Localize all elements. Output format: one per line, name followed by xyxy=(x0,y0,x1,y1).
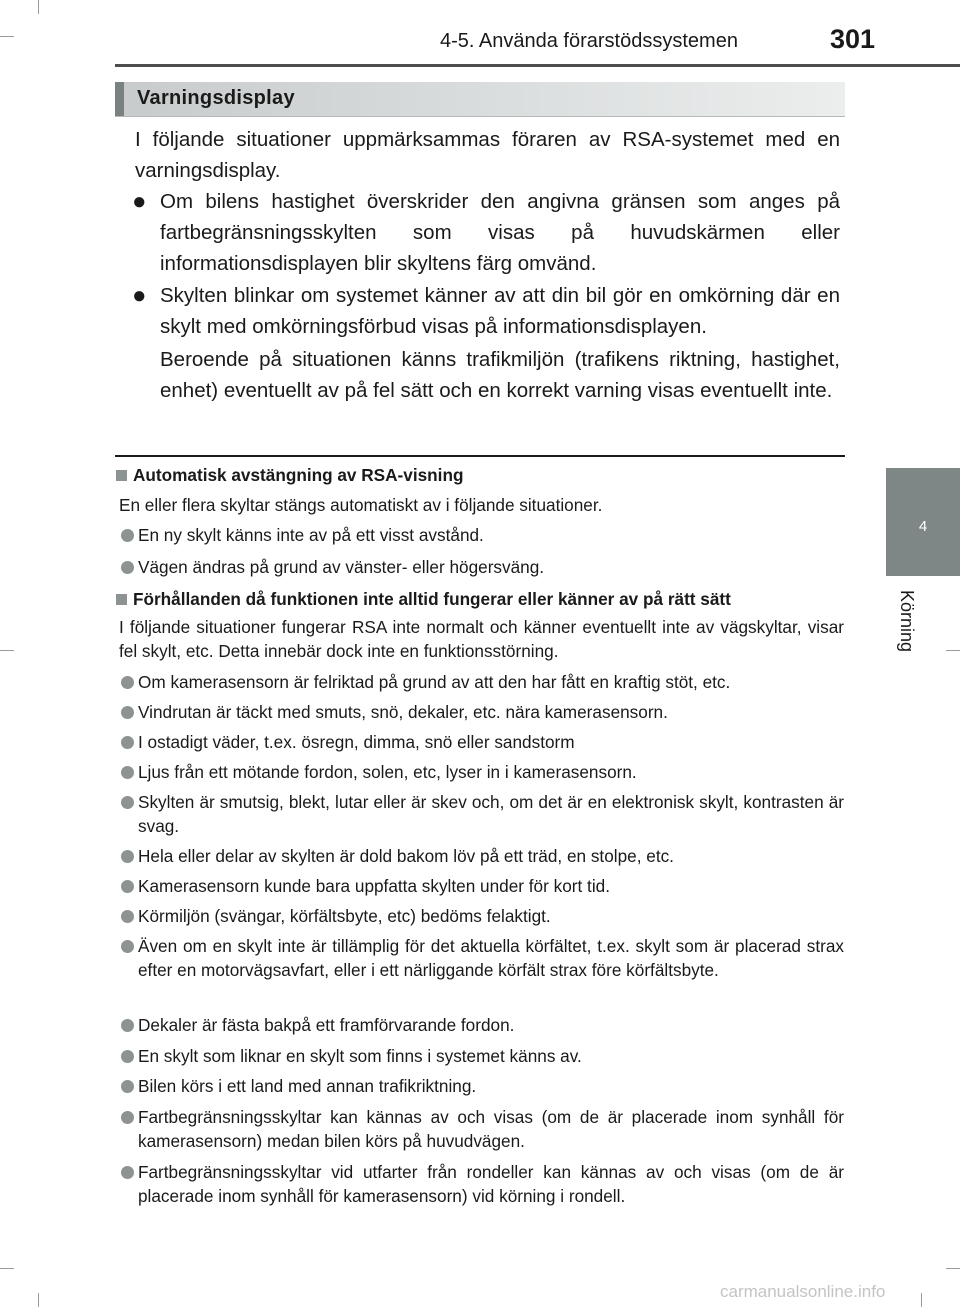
list-item: Kamerasensorn kunde bara uppfatta skylten under för kort tid. xyxy=(138,876,610,896)
bullet-dot-icon xyxy=(121,676,134,689)
bullet-dot-icon xyxy=(121,1019,134,1032)
bullet-dot-icon xyxy=(121,850,134,863)
bullet-dot-icon xyxy=(121,529,134,542)
list-item: Skylten är smutsig, blekt, lutar eller är skev och, om det är en elektronisk skylt, kontrasten är svag. xyxy=(138,792,844,836)
list-item: Om kamerasensorn är felriktad på grund av att den har fått en kraftig stöt, etc. xyxy=(138,672,731,692)
crop-mark xyxy=(0,1268,14,1269)
bullet-dot-icon xyxy=(121,910,134,923)
list-item: Fartbegränsningsskyltar kan kännas av och visas (om de är placerade inom synhåll för kamerasensorn) medan bilen körs på huvudvägen. xyxy=(138,1107,844,1151)
bullet-icon: ● xyxy=(132,282,147,309)
note-paragraph: Beroende på situationen känns trafikmiljön (trafikens riktning, hastighet, enhet) eventuellt av på fel sätt och en korrekt varning visas eventuellt inte. xyxy=(160,348,840,402)
bullet-dot-icon xyxy=(121,1050,134,1063)
crop-mark xyxy=(38,1293,39,1307)
list-item: Vägen ändras på grund av vänster- eller högersväng. xyxy=(138,557,545,577)
bullet-dot-icon xyxy=(121,1080,134,1093)
crop-mark xyxy=(921,1293,922,1307)
bullet-icon: ● xyxy=(132,188,147,215)
bullet-dot-icon xyxy=(121,736,134,749)
main-bullet-text: Om bilens hastighet överskrider den angivna gränsen som anges på fartbegränsningsskylten som visas på huvudskärmen eller informationsdisplayen blir skyltens färg omvänd. xyxy=(160,190,840,275)
bullet-dot-icon xyxy=(121,561,134,574)
intro-paragraph: I följande situationer uppmärksammas föraren av RSA-systemet med en varningsdisplay. xyxy=(135,128,840,182)
list-item: Fartbegränsningsskyltar vid utfarter från rondeller kan kännas av och visas (om de är placerade inom synhåll för kamerasensorn) vid körning i rondell. xyxy=(138,1162,844,1206)
section-title: Varningsdisplay xyxy=(137,87,295,109)
chapter-label: Körning xyxy=(897,590,917,653)
crop-mark xyxy=(38,0,39,14)
square-bullet-icon xyxy=(116,470,127,481)
section-header: 4-5. Använda förarstödssystemen xyxy=(440,30,738,52)
auto-off-heading: Automatisk avstängning av RSA-visning xyxy=(133,465,464,485)
bullet-dot-icon xyxy=(121,1111,134,1124)
list-item: En ny skylt känns inte av på ett visst avstånd. xyxy=(138,525,484,545)
square-bullet-icon xyxy=(116,594,127,605)
section-divider xyxy=(115,455,845,457)
chapter-number: 4 xyxy=(918,518,928,535)
section-title-bar xyxy=(115,82,845,117)
list-item: Vindrutan är täckt med smuts, snö, dekaler, etc. nära kamerasensorn. xyxy=(138,702,668,722)
bullet-dot-icon xyxy=(121,1166,134,1179)
list-item: Bilen körs i ett land med annan trafikriktning. xyxy=(138,1076,477,1096)
bullet-dot-icon xyxy=(121,796,134,809)
bullet-dot-icon xyxy=(121,766,134,779)
list-item: Dekaler är fästa bakpå ett framförvarande fordon. xyxy=(138,1015,515,1035)
bullet-dot-icon xyxy=(121,880,134,893)
bullet-dot-icon xyxy=(121,706,134,719)
main-bullet-text: Skylten blinkar om systemet känner av att din bil gör en omkörning där en skylt med omkörningsförbud visas på informationsdisplayen. xyxy=(160,284,840,338)
list-item: Ljus från ett mötande fordon, solen, etc, lyser in i kamerasensorn. xyxy=(138,762,637,782)
list-item: En skylt som liknar en skylt som finns i systemet känns av. xyxy=(138,1046,582,1066)
crop-mark xyxy=(946,1268,960,1269)
list-item: Körmiljön (svängar, körfältsbyte, etc) bedöms felaktigt. xyxy=(138,906,551,926)
crop-mark xyxy=(946,650,960,651)
header-rule xyxy=(115,64,960,67)
watermark: carmanualsonline.info xyxy=(720,1282,886,1301)
crop-mark xyxy=(0,650,14,651)
auto-off-intro: En eller flera skyltar stängs automatiskt av i följande situationer. xyxy=(119,495,603,515)
bullet-dot-icon xyxy=(121,940,134,953)
list-item: Hela eller delar av skylten är dold bakom löv på ett träd, en stolpe, etc. xyxy=(138,846,674,866)
conditions-heading: Förhållanden då funktionen inte alltid fungerar eller känner av på rätt sätt xyxy=(133,589,731,609)
list-item: I ostadigt väder, t.ex. ösregn, dimma, snö eller sandstorm xyxy=(138,732,575,752)
crop-mark xyxy=(0,36,14,37)
conditions-intro: I följande situationer fungerar RSA inte normalt och känner eventuellt inte av vägskyltar, visar fel skylt, etc. Detta innebär dock inte en funktionsstörning. xyxy=(119,617,844,661)
page-number: 301 xyxy=(830,24,876,54)
list-item: Även om en skylt inte är tillämplig för det aktuella körfältet, t.ex. skylt som är placerad strax efter en motorvägsavfart, eller i ett närliggande körfält strax före körfältsbyte. xyxy=(138,936,844,980)
section-title-accent xyxy=(115,82,124,116)
